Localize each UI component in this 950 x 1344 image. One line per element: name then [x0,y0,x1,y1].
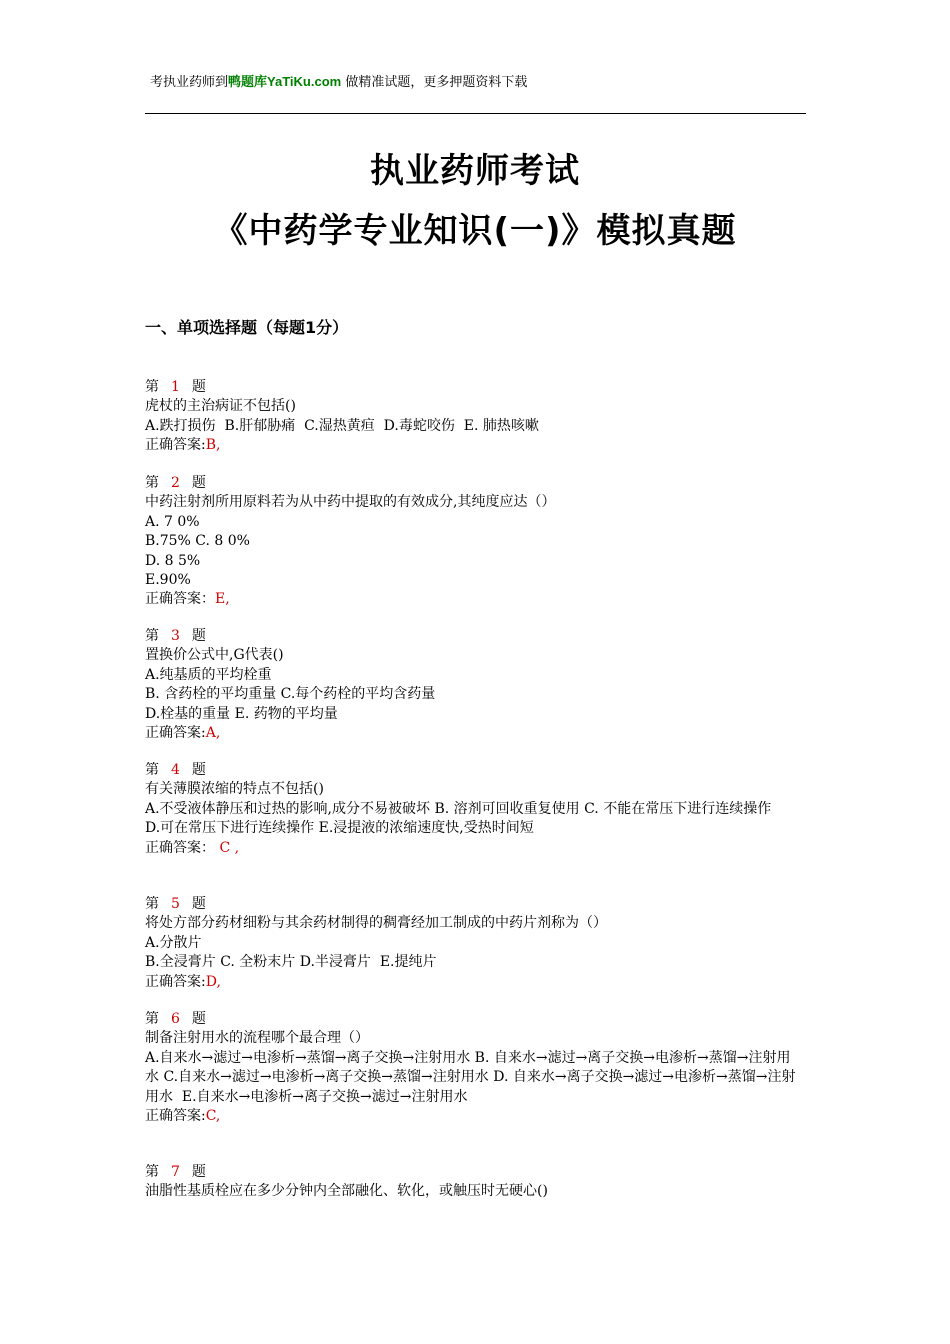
answer-value: C , [215,839,240,856]
question-stem: 将处方部分药材细粉与其余药材制得的稠膏经加工制成的中药片剂称为（） [145,915,607,932]
question-heading: 第 4 题 [145,762,206,778]
question-answer: 正确答案:B, [145,437,221,454]
question-option: B.75% C. 8 0% [145,533,250,550]
question-answer: 正确答案:C, [145,1108,221,1125]
question-stem: 置换价公式中,G代表() [145,647,284,664]
question-5 [145,895,807,992]
answer-value: B, [205,437,221,454]
question-heading: 第 6 题 [145,1011,206,1027]
header-brand-en[interactable]: YaTiKu [267,74,311,89]
question-stem: 中药注射剂所用原料若为从中药中提取的有效成分,其纯度应达（） [145,494,556,511]
question-options: A.跌打损伤 B.肝郁胁痛 C.湿热黄疸 D.毒蛇咬伤 E. 肺热咳嗽 [145,417,539,434]
question-number: 6 [171,1011,180,1027]
question-1 [145,378,807,456]
header-prefix: 考执业药师到 [150,75,229,90]
question-heading: 第 1 题 [145,379,206,395]
question-stem: 有关薄膜浓缩的特点不包括() [145,781,324,798]
question-option: A.不受液体静压和过热的影响,成分不易被破坏 B. 溶剂可回收重复使用 C. 不能在常压下进行连续操作 [145,800,772,817]
question-heading: 第 7 题 [145,1164,206,1180]
question-stem: 油脂性基质栓应在多少分钟内全部融化、软化，或触压时无硬心() [145,1183,548,1200]
question-answer: 正确答案： C , [145,839,240,856]
question-option: D.可在常压下进行连续操作 E.浸提液的浓缩速度快,受热时间短 [145,820,534,837]
question-number: 3 [171,628,180,644]
question-heading: 第 3 题 [145,628,206,644]
page-header [150,71,527,90]
question-number: 2 [171,475,180,491]
question-heading: 第 5 题 [145,896,206,912]
question-option: D. 8 5% [145,552,201,569]
question-heading: 第 2 题 [145,475,206,491]
answer-value: C, [205,1108,221,1125]
question-2 [145,474,807,610]
question-number: 1 [171,379,180,395]
question-options: A.自来水→滤过→电渗析→蒸馏→离子交换→注射用水 B. 自来水→滤过→离子交换→电渗析→蒸馏→注射用水 C.自来水→滤过→电渗析→离子交换→蒸馏→注射用水 D. 自来水→离子交换→滤过→电渗析→蒸馏→注射用水 E.自来水→电渗析→离子交换→滤过→注射用水 [145,1049,796,1105]
question-answer: 正确答案:A, [145,725,221,742]
question-3 [145,627,807,743]
question-answer: 正确答案:D, [145,973,221,990]
doc-title-line1: 执业药师考试 [370,151,580,191]
question-7 [145,1163,807,1202]
question-4 [145,761,807,858]
header-brand-suffix[interactable]: .com [310,74,342,89]
question-number: 5 [171,896,180,912]
question-6 [145,1010,807,1126]
question-stem: 虎杖的主治病证不包括() [145,398,296,415]
answer-value: D, [205,973,221,990]
header-rule [145,113,806,114]
question-option: B.全浸膏片 C. 全粉末片 D.半浸膏片 E.提纯片 [145,954,437,971]
section-heading: 一、单项选择题（每题1分） [145,318,349,337]
answer-value: A, [205,725,221,742]
header-brand-cn[interactable]: 鸭题库 [228,75,268,90]
question-option: D.栓基的重量 E. 药物的平均量 [145,705,338,722]
question-answer: 正确答案：E, [145,591,230,608]
question-option: A.分散片 [145,934,202,951]
question-option: B. 含药栓的平均重量 C.每个药栓的平均含药量 [145,686,436,703]
question-stem: 制备注射用水的流程哪个最合理（） [145,1030,369,1047]
answer-value: E, [215,591,230,608]
doc-title-line2: 《中药学专业知识(一)》模拟真题 [213,211,737,251]
question-number: 4 [171,762,180,778]
question-option: E.90% [145,572,191,589]
header-suffix: 做精准试题，更多押题资料下载 [341,75,528,90]
question-option: A. 7 0% [145,513,200,530]
question-number: 7 [171,1164,180,1180]
question-option: A.纯基质的平均栓重 [145,666,272,683]
